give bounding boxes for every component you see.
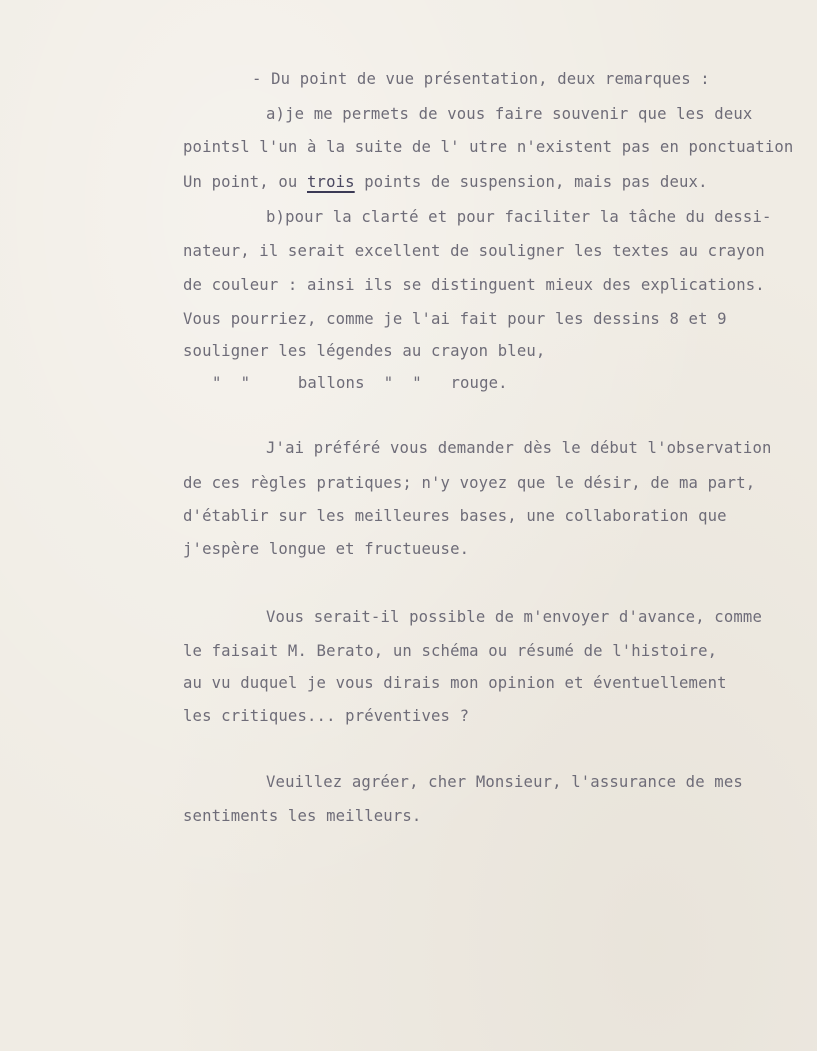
letter-line-4 — [183, 175, 708, 191]
letter-line-19: Veuillez agréer, cher Monsieur, l'assurance de mes — [266, 773, 743, 791]
letter-line-6: nateur, il serait excellent de souligner les textes au crayon — [183, 242, 765, 260]
letter-line-5: b)pour la clarté et pour faciliter la tâche du dessi- — [266, 208, 772, 226]
letter-line-13: d'établir sur les meilleures bases, une collaboration que — [183, 507, 727, 525]
letter-line-10: " " ballons " " rouge. — [212, 374, 508, 392]
letter-line-7: de couleur : ainsi ils se distinguent mieux des explications. — [183, 276, 765, 294]
letter-line-11: J'ai préféré vous demander dès le début l'observation — [266, 439, 772, 457]
underlined-word-trois: trois — [307, 173, 355, 191]
letter-line-1: - Du point de vue présentation, deux remarques : — [252, 70, 710, 88]
letter-line-18: les critiques... préventives ? — [183, 707, 470, 725]
letter-line-14: j'espère longue et fructueuse. — [183, 540, 470, 558]
letter-line-17: au vu duquel je vous dirais mon opinion et éventuellement — [183, 674, 727, 692]
letter-line-15: Vous serait-il possible de m'envoyer d'avance, comme — [266, 608, 762, 626]
letter-line-4-start: Un point, ou — [183, 173, 307, 191]
letter-line-16: le faisait M. Berato, un schéma ou résumé de l'histoire, — [183, 642, 718, 660]
letter-line-2: a)je me permets de vous faire souvenir que les deux — [266, 105, 753, 123]
letter-line-3: pointsl l'un à la suite de l' utre n'existent pas en ponctuation — [183, 138, 794, 156]
letter-line-4-end: points de suspension, mais pas deux. — [354, 173, 708, 191]
letter-line-12: de ces règles pratiques; n'y voyez que le désir, de ma part, — [183, 474, 756, 492]
letter-line-9: souligner les légendes au crayon bleu, — [183, 342, 546, 360]
letter-line-8: Vous pourriez, comme je l'ai fait pour les dessins 8 et 9 — [183, 310, 727, 328]
letter-line-20: sentiments les meilleurs. — [183, 807, 422, 825]
